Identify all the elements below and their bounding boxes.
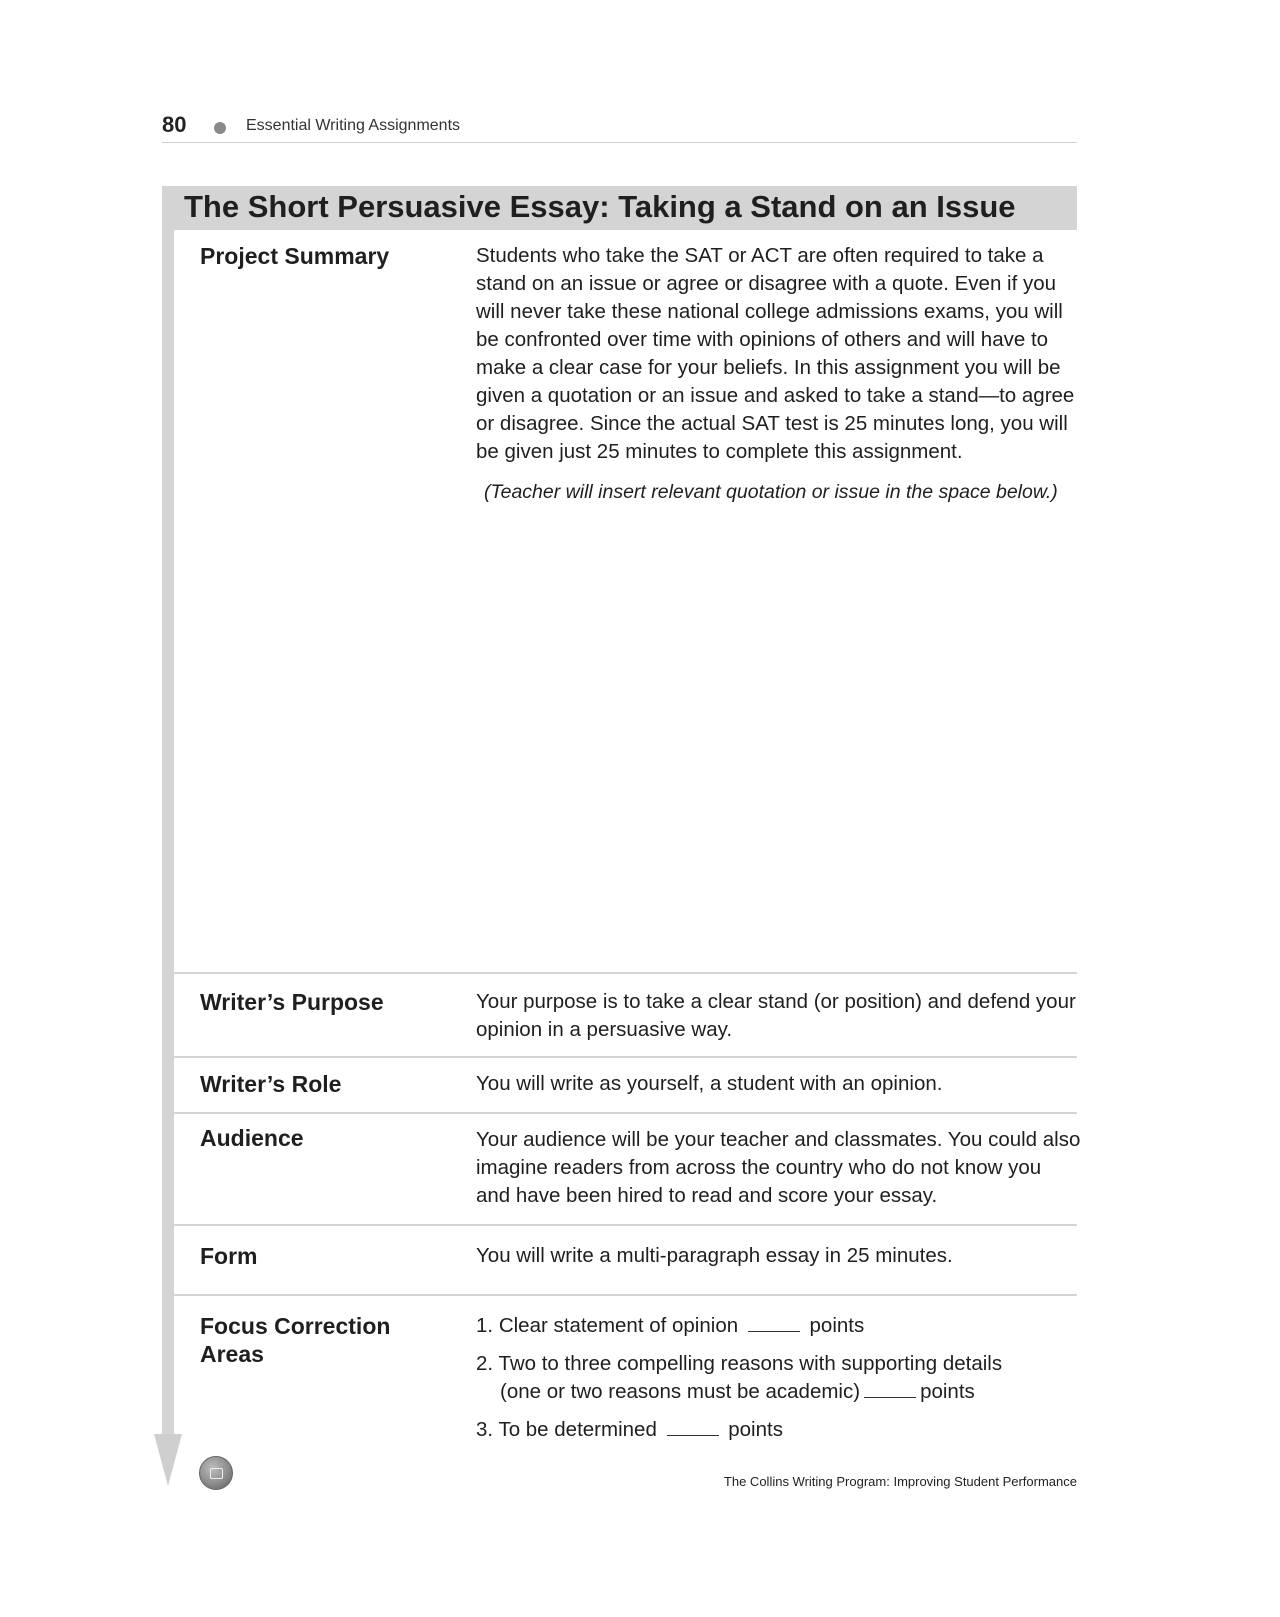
title-bar (162, 186, 1077, 230)
fca-item-continuation (476, 1378, 1081, 1406)
writers-role-text: You will write as yourself, a student with an opinion. (476, 1072, 943, 1095)
teacher-note: (Teacher will insert relevant quotation or issue in the space below.) (484, 481, 1058, 503)
points-blank (667, 1417, 719, 1436)
fca-item-number: 3. (476, 1418, 494, 1441)
project-summary-body (476, 242, 1081, 506)
page-footer: The Collins Writing Program: Improving Student Performance (723, 1474, 1077, 1489)
fca-item-suffix: points (809, 1314, 865, 1337)
cd-icon (199, 1456, 233, 1490)
label-form: Form (200, 1243, 258, 1269)
row-project-summary (174, 236, 1077, 966)
label-fca-line2: Areas (200, 1341, 264, 1367)
label-focus-correction-areas (200, 1312, 440, 1368)
row-writers-role (174, 1056, 1077, 1114)
fca-item-text: Clear statement of opinion (498, 1314, 739, 1337)
form-text: You will write a multi-paragraph essay in 25 minutes. (476, 1244, 953, 1267)
fca-item-text: Two to three compelling reasons with supporting details (498, 1352, 1003, 1375)
fca-list (476, 1312, 1081, 1454)
section-title: Essential Writing Assignments (246, 117, 461, 134)
audience-text: Your audience will be your teacher and classmates. You could also imagine readers from across the country who do not know you and have been hired to read and score your essay. (476, 1128, 1081, 1207)
label-writers-purpose: Writer’s Purpose (200, 989, 384, 1015)
fca-item-number: 1. (476, 1314, 494, 1337)
label-fca-line1: Focus Correction (200, 1313, 391, 1339)
running-header (162, 112, 1077, 143)
fca-item-text: To be determined (498, 1418, 657, 1441)
label-audience: Audience (200, 1125, 304, 1151)
list-item (476, 1350, 1081, 1406)
points-blank (864, 1379, 916, 1398)
list-item (476, 1416, 1081, 1444)
fca-item-cont-text: (one or two reasons must be academic) (500, 1380, 861, 1403)
project-summary-text: Students who take the SAT or ACT are often required to take a stand on an issue or agree or disagree with a quote. Even if you will never take these national college admissions exams, you will be confronted over time with opinions of others and will have to make a clear case for your beliefs. In this assignment you will be given a quotation or an issue and asked to take a stand—to agree or disagree. Since the actual SAT test is 25 minutes long, you will be given just 25 minutes to complete this assignment. (476, 244, 1075, 463)
label-writers-role: Writer’s Role (200, 1071, 342, 1097)
row-form (174, 1224, 1077, 1296)
fca-item-suffix: points (728, 1418, 783, 1441)
row-focus-correction-areas (174, 1294, 1077, 1446)
list-item (476, 1312, 1081, 1340)
left-rail-bar (162, 186, 174, 1436)
row-audience (174, 1112, 1081, 1226)
page-number: 80 (162, 112, 187, 137)
fca-item-suffix: points (920, 1380, 975, 1403)
writers-purpose-text: Your purpose is to take a clear stand (or position) and defend your opinion in a persuasive way. (476, 990, 1076, 1041)
label-project-summary: Project Summary (200, 243, 390, 269)
fca-item-number: 2. (476, 1352, 494, 1375)
bullet-dot-icon (214, 122, 226, 134)
row-writers-purpose (174, 972, 1077, 1058)
page-title: The Short Persuasive Essay: Taking a Stand on an Issue (184, 189, 1016, 224)
points-blank (748, 1313, 800, 1332)
